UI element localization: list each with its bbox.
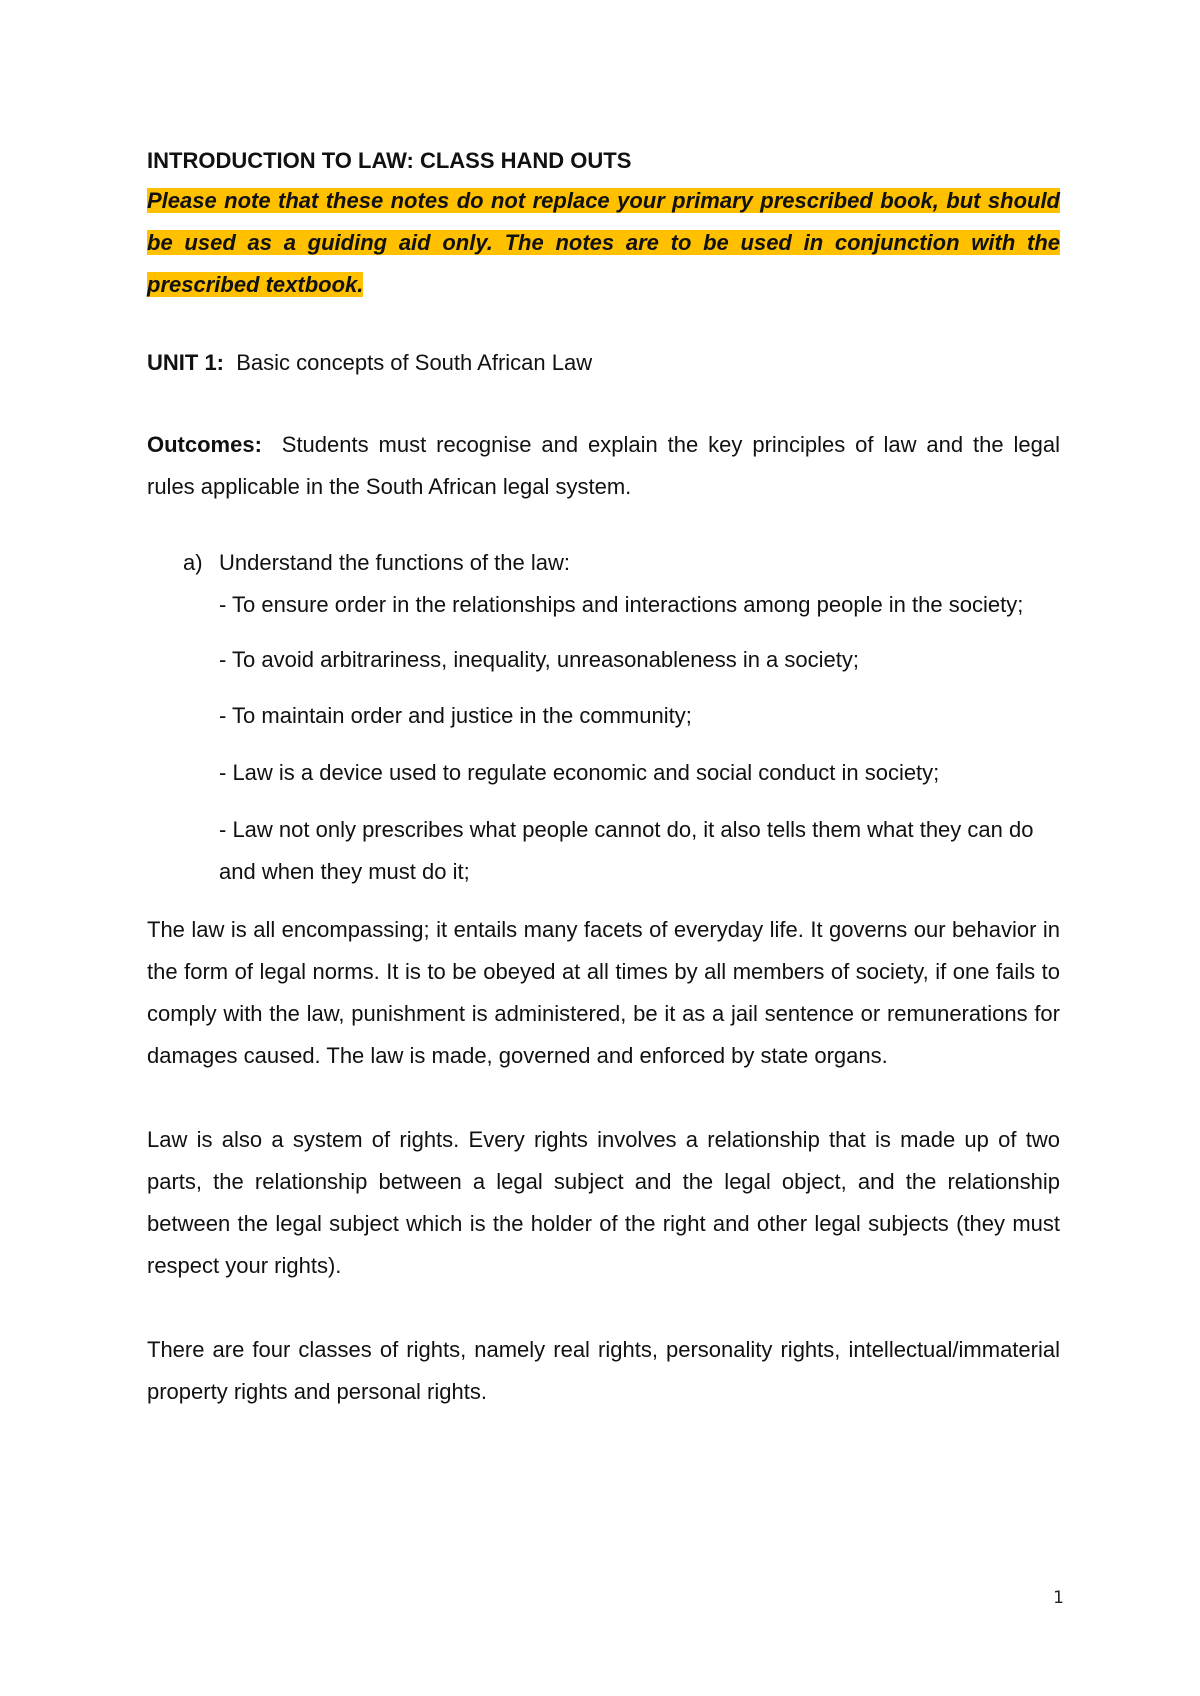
list-heading-text: Understand the functions of the law: xyxy=(219,550,570,575)
body-paragraph: There are four classes of rights, namely real rights, personality rights, intellectual/immaterial property rights and personal rights. xyxy=(147,1337,1060,1404)
outcomes-paragraph xyxy=(147,424,1060,508)
body-paragraph: Law is also a system of rights. Every rights involves a relationship that is made up of two parts, the relationship between a legal subject and the legal object, and the relationship between the legal subject which is the holder of the right and other legal subjects (they must respect your rights). xyxy=(147,1127,1060,1278)
list-item: - To ensure order in the relationships and interactions among people in the society; xyxy=(219,592,1024,617)
list-marker: a) xyxy=(183,550,203,575)
body-paragraph: The law is all encompassing; it entails many facets of everyday life. It governs our behavior in the form of legal norms. It is to be obeyed at all times by all members of society, if one fails to comply with the law, punishment is administered, be it as a jail sentence or remunerations for damages caused. The law is made, governed and enforced by state organs. xyxy=(147,917,1060,1068)
unit-label: UNIT 1: xyxy=(147,350,224,375)
list-item: - To avoid arbitrariness, inequality, unreasonableness in a society; xyxy=(219,647,859,672)
list-item: - Law not only prescribes what people cannot do, it also tells them what they can do and when they must do it; xyxy=(219,817,1034,884)
highlighted-note-text: Please note that these notes do not replace your primary prescribed book, but should be used as a guiding aid only. The notes are to be used in conjunction with the prescribed textbook. xyxy=(147,188,1060,297)
outcomes-text: Students must recognise and explain the key principles of law and the legal rules applicable in the South African legal system. xyxy=(147,432,1060,499)
list-items xyxy=(219,590,1060,899)
highlighted-note xyxy=(147,180,1060,306)
list-item: - Law is a device used to regulate economic and social conduct in society; xyxy=(219,760,940,785)
document-title: INTRODUCTION TO LAW: CLASS HAND OUTS xyxy=(147,148,632,173)
list-item: - To maintain order and justice in the community; xyxy=(219,703,692,728)
outcomes-label: Outcomes: xyxy=(147,432,262,457)
functions-list xyxy=(183,548,1060,899)
page-number: 1 xyxy=(1053,1588,1064,1608)
list-heading xyxy=(183,548,1060,578)
unit-heading xyxy=(147,348,1060,378)
page-content xyxy=(147,146,1060,1413)
unit-text: Basic concepts of South African Law xyxy=(236,350,593,375)
